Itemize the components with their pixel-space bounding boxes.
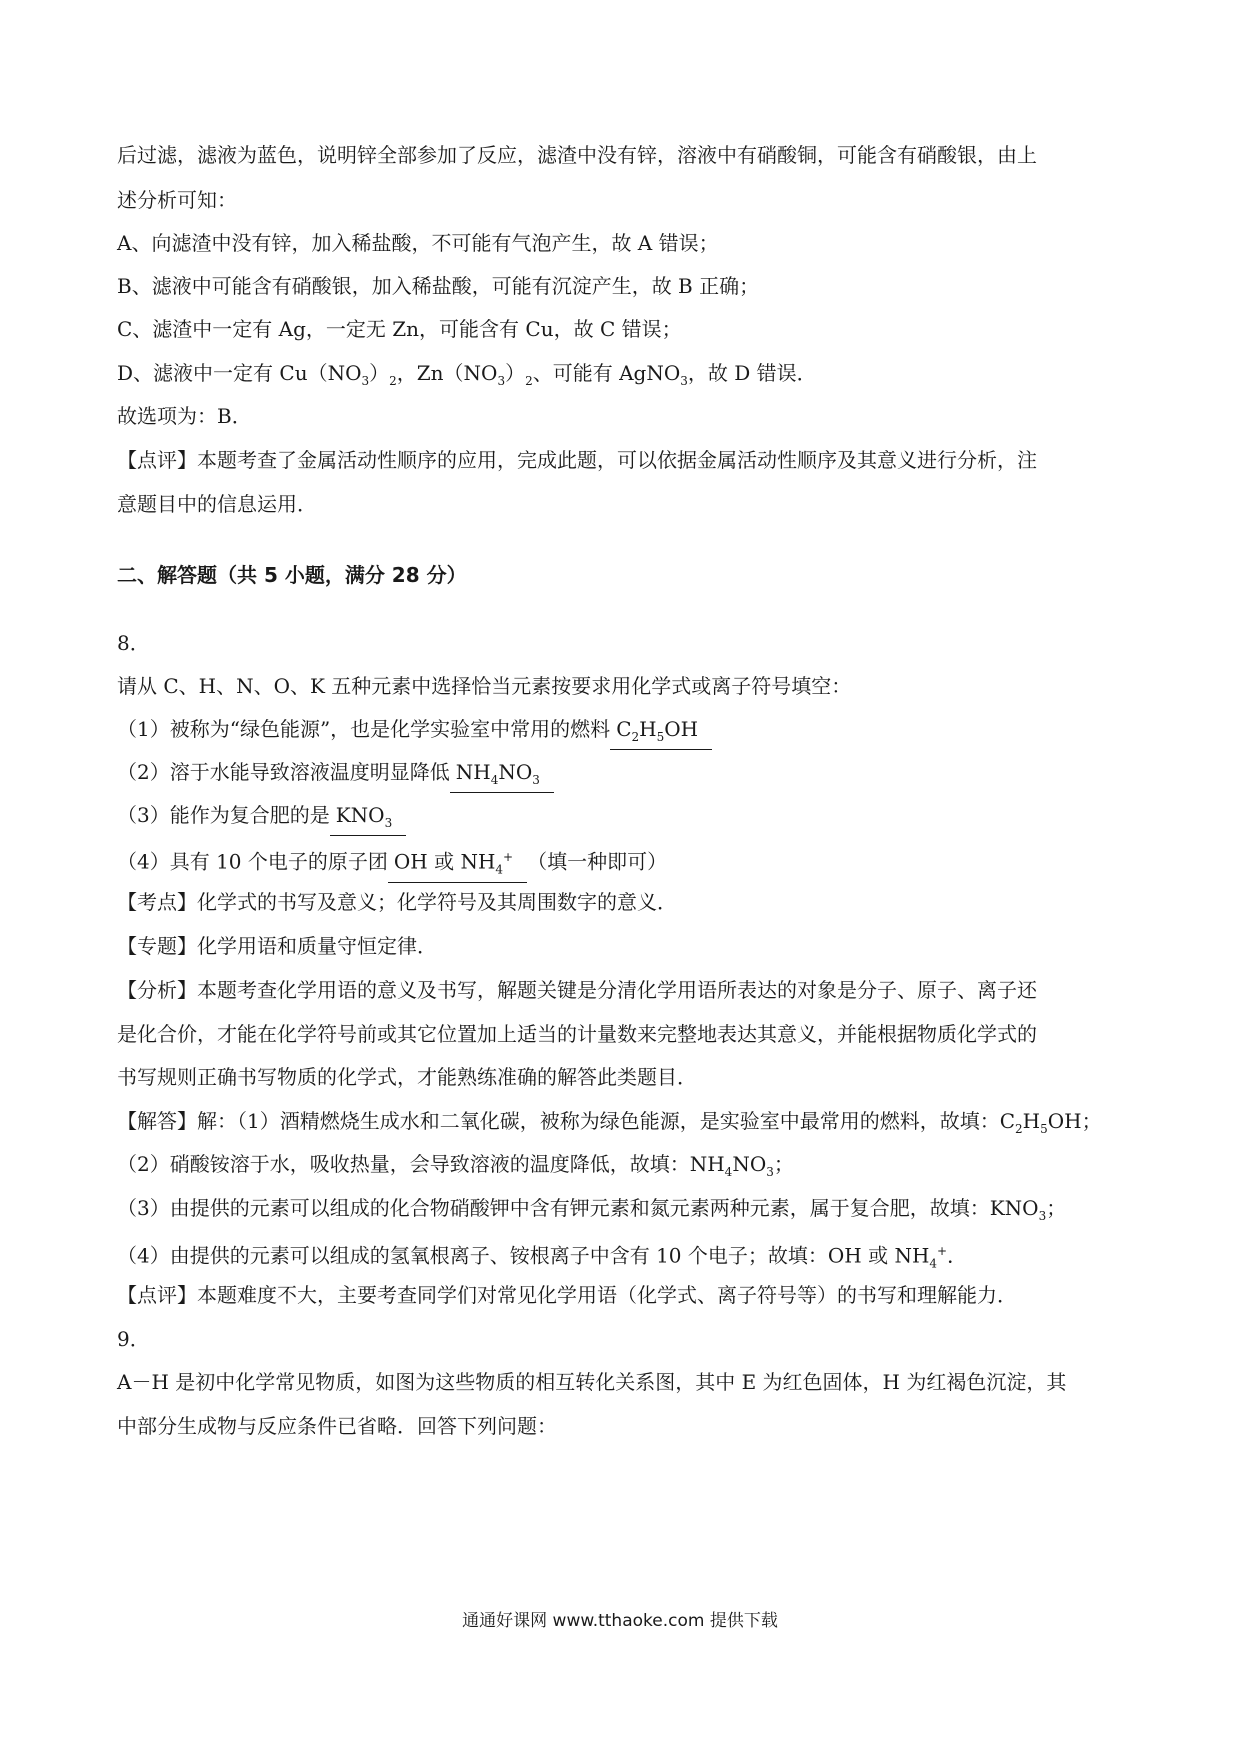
question-intro: 请从 C、H、N、O、K 五种元素中选择恰当元素按要求用化学式或离子符号填空： bbox=[117, 674, 852, 698]
analysis-line: 书写规则正确书写物质的化学式，才能熟练准确的解答此类题目． bbox=[117, 1065, 697, 1089]
comment-line: 【点评】本题考查了金属活动性顺序的应用，完成此题，可以依据金属活动性顺序及其意义进行分析，注 bbox=[117, 448, 1037, 472]
comment-line: 意题目中的信息运用． bbox=[117, 492, 317, 516]
question-number: 8． bbox=[117, 631, 150, 655]
answer-blank: OH 或 $NH_4^+$ bbox=[388, 845, 527, 883]
answer-blank: $KNO_3$ bbox=[330, 803, 406, 836]
sub-question-2: （2）溶于水能导致溶液温度明显降低 $NH_4NO_3$ bbox=[117, 758, 1140, 793]
page-footer: 通通好课网 www.tthaoke.com 提供下载 bbox=[462, 1611, 778, 1631]
answer-blank: $NH_4NO_3$ bbox=[450, 760, 554, 793]
answer-blank: $C_2H_5OH$ bbox=[610, 717, 712, 750]
section-heading: 二、解答题（共 5 小题，满分 28 分） bbox=[117, 563, 467, 587]
option-c: C、滤渣中一定有 Ag，一定无 Zn，可能含有 Cu，故 C 错误； bbox=[117, 317, 682, 341]
analysis-line: 是化合价，才能在化学符号前或其它位置加上适当的计量数来完整地表达其意义，并能根据物质化学式的 bbox=[117, 1022, 1037, 1046]
option-a: A、向滤渣中没有锌，加入稀盐酸，不可能有气泡产生，故 A 错误； bbox=[117, 231, 719, 255]
kaodian-line: 【考点】化学式的书写及意义；化学符号及其周围数字的意义． bbox=[117, 890, 677, 914]
solution-line: （4）由提供的元素可以组成的氢氧根离子、铵根离子中含有 10 个电子；故填：OH 或 $NH_4^+$． bbox=[117, 1243, 968, 1271]
question-text: A－H 是初中化学常见物质，如图为这些物质的相互转化关系图，其中 E 为红色固体，H 为红褐色沉淀，其 bbox=[117, 1370, 1067, 1394]
question-text: 中部分生成物与反应条件已省略．回答下列问题： bbox=[117, 1414, 557, 1438]
option-d: D、滤液中一定有 $Cu(NO_3)_2$，$Zn(NO_3)_2$、可能有 AgNO$_3$，故 D 错误． bbox=[117, 361, 817, 388]
answer-line: 故选项为：B． bbox=[117, 404, 252, 428]
zhuanti-line: 【专题】化学用语和质量守恒定律． bbox=[117, 934, 437, 958]
text-line: 后过滤，滤液为蓝色，说明锌全部参加了反应，滤渣中没有锌，溶液中有硝酸铜，可能含有硝酸银，由上 bbox=[117, 143, 1037, 167]
solution-line: （2）硝酸铵溶于水，吸收热量，会导致溶液的温度降低，故填：$NH_4NO_3$； bbox=[117, 1152, 794, 1179]
analysis-line: 【分析】本题考查化学用语的意义及书写，解题关键是分清化学用语所表达的对象是分子、原子、离子还 bbox=[117, 978, 1037, 1002]
sub-question-4: （4）具有 10 个电子的原子团 OH 或 $NH_4^+$ （填一种即可） bbox=[117, 845, 1140, 883]
sub-question-1: （1）被称为“绿色能源”，也是化学实验室中常用的燃料 $C_2H_5OH$ bbox=[117, 715, 1140, 750]
comment-line: 【点评】本题难度不大，主要考查同学们对常见化学用语（化学式、离子符号等）的书写和理解能力． bbox=[117, 1283, 1017, 1307]
solution-line: （3）由提供的元素可以组成的化合物硝酸钾中含有钾元素和氮元素两种元素，属于复合肥，故填：$KNO_3$； bbox=[117, 1196, 1067, 1223]
text-line: 述分析可知： bbox=[117, 188, 237, 212]
option-b: B、滤液中可能含有硝酸银，加入稀盐酸，可能有沉淀产生，故 B 正确； bbox=[117, 274, 760, 298]
question-number: 9． bbox=[117, 1327, 150, 1351]
sub-question-3: （3）能作为复合肥的是 $KNO_3$ bbox=[117, 801, 1140, 836]
solution-line: 【解答】解：（1）酒精燃烧生成水和二氧化碳，被称为绿色能源，是实验室中最常用的燃料，故填：$C_2H_5OH$； bbox=[117, 1109, 1102, 1136]
